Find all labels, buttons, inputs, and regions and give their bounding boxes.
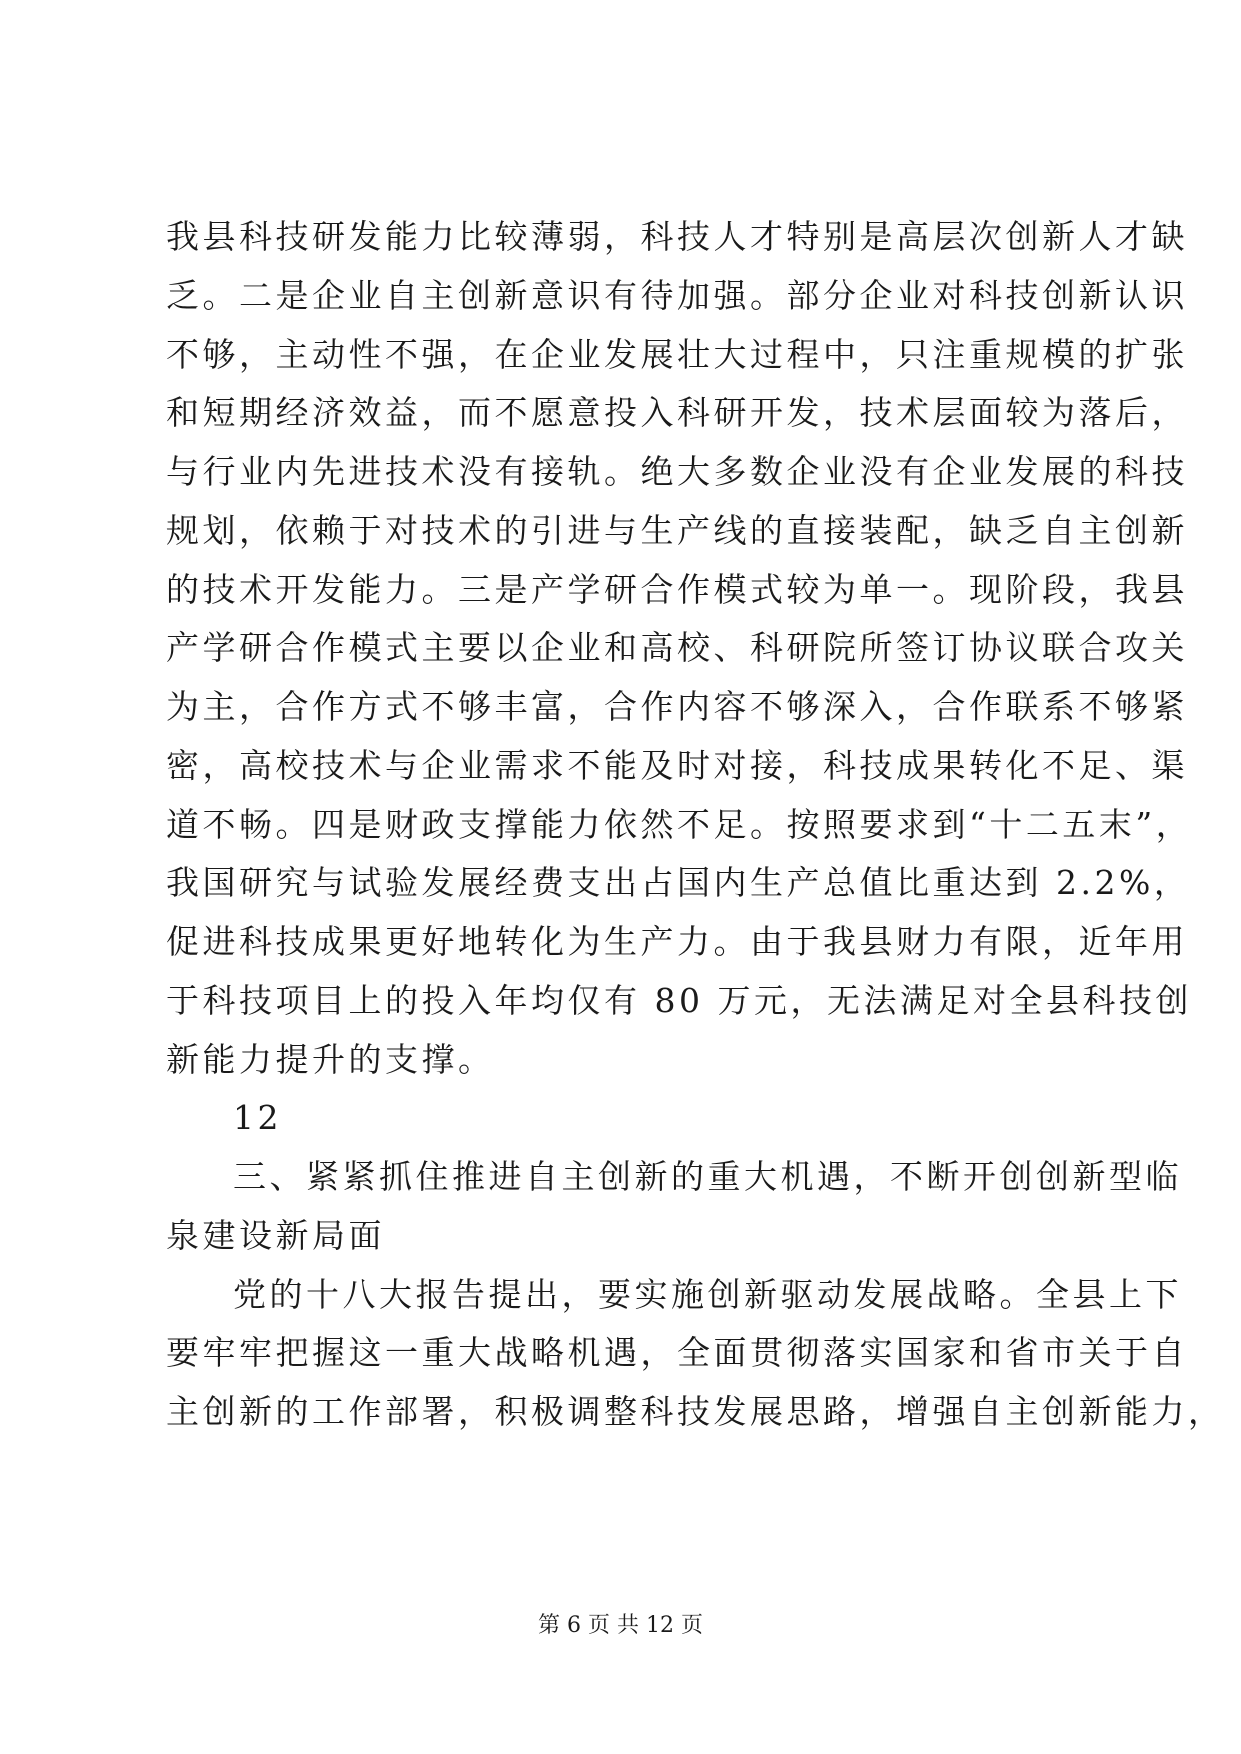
text-line: 产学研合作模式主要以企业和高校、科研院所签订协议联合攻关 <box>166 628 1188 667</box>
section-heading: 三、紧紧抓住推进自主创新的重大机遇，不断开创创新型临 <box>233 1157 1182 1196</box>
text-line: 促进科技成果更好地转化为生产力。由于我县财力有限，近年用 <box>166 922 1188 961</box>
text-line: 党的十八大报告提出，要实施创新驱动发展战略。全县上下 <box>233 1275 1182 1314</box>
text-line: 主创新的工作部署，积极调整科技发展思路，增强自主创新能力， <box>166 1392 1225 1431</box>
text-line: 的技术开发能力。三是产学研合作模式较为单一。现阶段，我县 <box>166 570 1188 609</box>
text-line: 规划，依赖于对技术的引进与生产线的直接装配，缺乏自主创新 <box>166 511 1188 550</box>
text-line: 于科技项目上的投入年均仅有 80 万元，无法满足对全县科技创 <box>166 981 1192 1020</box>
text-line: 道不畅。四是财政支撑能力依然不足。按照要求到“十二五末”， <box>166 805 1193 844</box>
text-line: 要牢牢把握这一重大战略机遇，全面贯彻落实国家和省市关于自 <box>166 1333 1188 1372</box>
text-line: 与行业内先进技术没有接轨。绝大多数企业没有企业发展的科技 <box>166 452 1188 491</box>
text-line: 为主，合作方式不够丰富，合作内容不够深入，合作联系不够紧 <box>166 687 1188 726</box>
section-heading: 泉建设新局面 <box>166 1216 385 1255</box>
text-line: 密，高校技术与企业需求不能及时对接，科技成果转化不足、渠 <box>166 746 1188 785</box>
text-line: 不够，主动性不强，在企业发展壮大过程中，只注重规模的扩张 <box>166 335 1188 374</box>
text-line: 我国研究与试验发展经费支出占国内生产总值比重达到 2.2%， <box>166 863 1191 902</box>
text-line: 新能力提升的支撑。 <box>166 1040 495 1079</box>
text-line: 和短期经济效益，而不愿意投入科研开发，技术层面较为落后， <box>166 393 1188 432</box>
page-number-text: 12 <box>233 1098 282 1137</box>
text-line: 我县科技研发能力比较薄弱，科技人才特别是高层次创新人才缺 <box>166 217 1188 256</box>
page-footer: 第 6 页 共 12 页 <box>538 1613 703 1638</box>
text-line: 乏。二是企业自主创新意识有待加强。部分企业对科技创新认识 <box>166 276 1188 315</box>
